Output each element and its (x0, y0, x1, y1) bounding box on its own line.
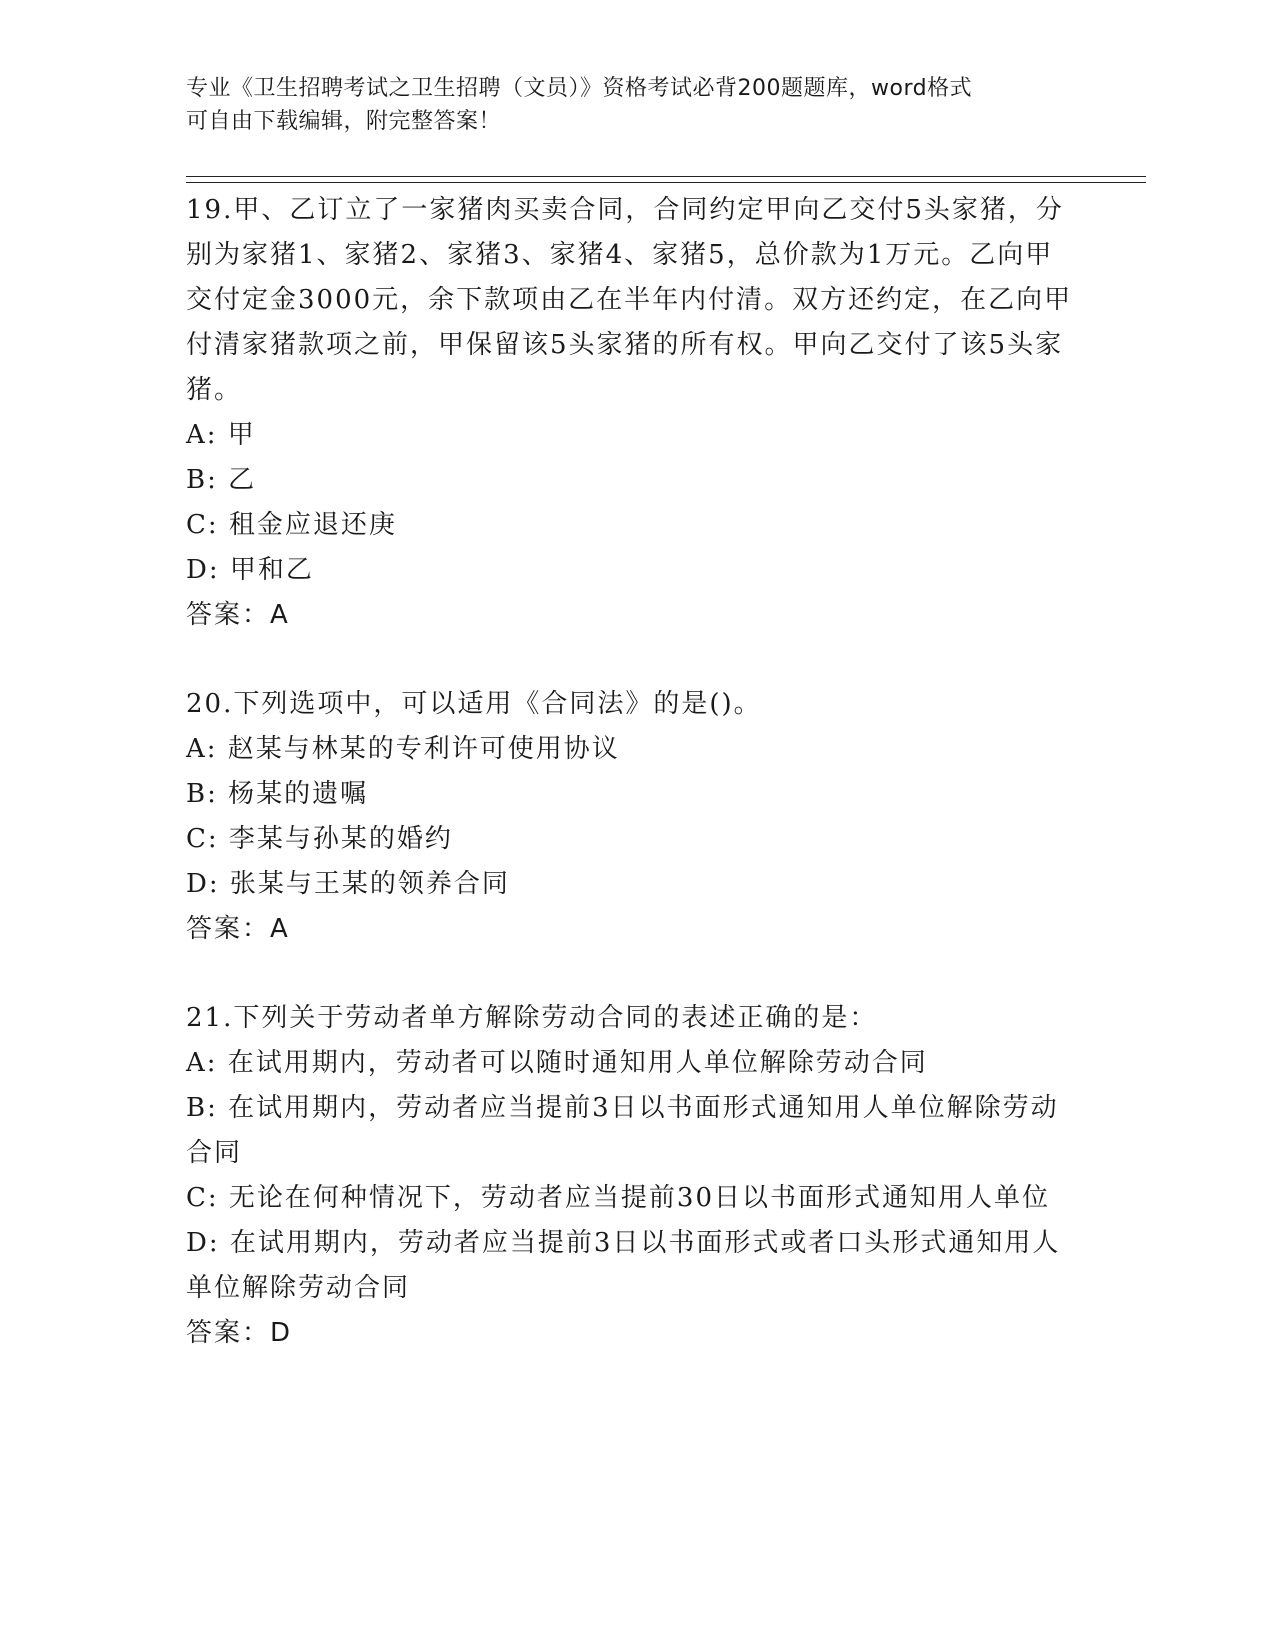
option-c: C: 无论在何种情况下，劳动者应当提前30日以书面形式通知用人单位 (186, 1183, 1051, 1213)
option-c: C: 租金应退还庚 (186, 510, 397, 540)
question-20 (186, 682, 1076, 952)
option-d: D: 在试用期内，劳动者应当提前3日以书面形式或者口头形式通知用人单位解除劳动合同 (186, 1228, 1061, 1303)
header-line-1: 专业《卫生招聘考试之卫生招聘（文员）》资格考试必背200题题库，word格式 (186, 76, 973, 101)
option-b: B: 乙 (186, 465, 257, 495)
option-b: B: 杨某的遗嘱 (186, 779, 369, 809)
option-a: A: 甲 (186, 420, 256, 450)
document-header (186, 72, 1086, 138)
option-c: C: 李某与孙某的婚约 (186, 824, 453, 854)
header-rule-top (186, 176, 1146, 177)
answer-line: 答案：A (186, 914, 290, 944)
option-d: D: 甲和乙 (186, 555, 314, 585)
answer-line: 答案：A (186, 600, 290, 630)
header-rule-bottom (186, 182, 1146, 183)
question-list (186, 188, 1076, 1400)
option-a: A: 在试用期内，劳动者可以随时通知用人单位解除劳动合同 (186, 1048, 928, 1078)
question-21 (186, 996, 1076, 1356)
option-a: A: 赵某与林某的专利许可使用协议 (186, 734, 620, 764)
question-stem: 21.下列关于劳动者单方解除劳动合同的表述正确的是： (186, 1003, 878, 1033)
option-d: D: 张某与王某的领养合同 (186, 869, 510, 899)
question-stem: 20.下列选项中，可以适用《合同法》的是()。 (186, 689, 762, 719)
header-line-2: 可自由下载编辑，附完整答案！ (186, 109, 502, 134)
question-stem: 19.甲、乙订立了一家猪肉买卖合同，合同约定甲向乙交付5头家猪，分别为家猪1、家猪2、家猪3、家猪4、家猪5，总价款为1万元。乙向甲交付定金3000元，余下款项由乙在半年内付清。双方还约定，在乙向甲付清家猪款项之前，甲保留该5头家猪的所有权。甲向乙交付了该5头家猪。 (186, 195, 1073, 405)
option-b: B: 在试用期内，劳动者应当提前3日以书面形式通知用人单位解除劳动合同 (186, 1093, 1059, 1168)
question-19 (186, 188, 1076, 638)
answer-line: 答案：D (186, 1318, 293, 1348)
